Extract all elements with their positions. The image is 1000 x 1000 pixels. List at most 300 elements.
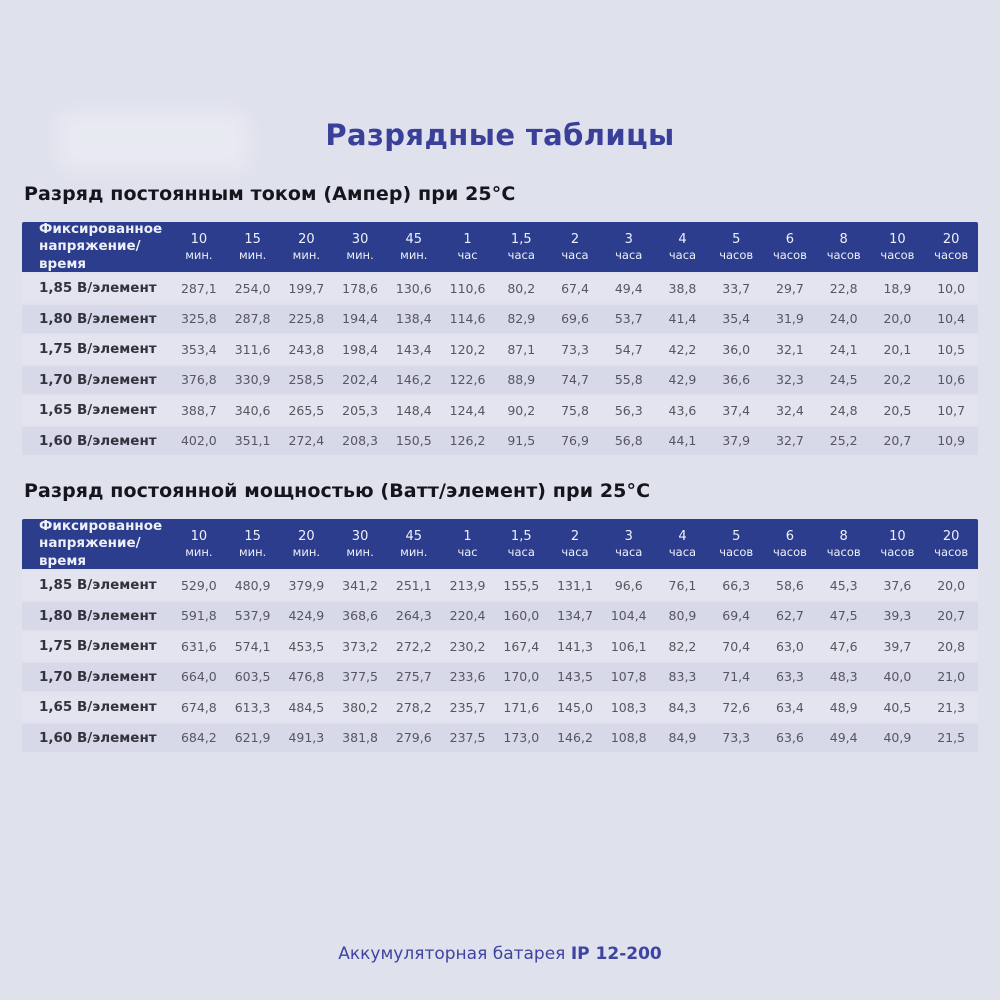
cell-value: 130,6: [395, 280, 432, 296]
time-value: 6: [785, 528, 795, 544]
cell-value: 574,1: [234, 638, 271, 654]
cell-value: 20,5: [883, 402, 912, 418]
row-label: 1,70 В/элемент: [39, 668, 157, 685]
cell-value: 32,7: [776, 433, 804, 449]
time-value: 1: [463, 231, 472, 247]
discharge-current-table: [22, 222, 978, 455]
cell-value: 287,1: [180, 280, 217, 296]
time-unit: часов: [880, 247, 915, 262]
time-column-header: [494, 529, 548, 560]
table-row: [22, 724, 978, 753]
time-column-header: [279, 529, 333, 560]
cell-value: 537,9: [234, 608, 271, 624]
cell-value: 621,9: [234, 730, 271, 746]
table-row: [22, 693, 978, 722]
cell-value: 351,1: [234, 433, 271, 449]
table-row: [22, 602, 978, 631]
time-unit: мин.: [238, 544, 267, 559]
cell-value: 36,0: [722, 341, 751, 357]
cell-value: 63,0: [776, 638, 804, 654]
cell-value: 476,8: [288, 669, 325, 685]
cell-value: 287,8: [234, 311, 271, 327]
time-column-header: [172, 529, 226, 560]
time-unit: мин.: [292, 544, 320, 559]
cell-value: 21,0: [937, 669, 966, 685]
cell-value: 674,8: [180, 699, 217, 715]
cell-value: 110,6: [449, 280, 486, 296]
cell-value: 124,4: [449, 402, 486, 418]
cell-value: 91,5: [507, 433, 536, 449]
cell-value: 43,6: [668, 402, 697, 418]
cell-value: 167,4: [503, 638, 540, 654]
cell-value: 39,7: [883, 638, 912, 654]
cell-value: 66,3: [722, 577, 751, 593]
cell-value: 591,8: [180, 608, 217, 624]
cell-value: 148,4: [395, 402, 432, 418]
table-row: [22, 632, 978, 661]
time-column-header: [333, 232, 387, 263]
cell-value: 202,4: [342, 372, 378, 388]
time-unit: часов: [826, 544, 861, 559]
cell-value: 368,6: [342, 608, 378, 624]
time-unit: часа: [615, 544, 643, 559]
cell-value: 29,7: [776, 280, 804, 296]
label-column-header: [22, 221, 172, 274]
cell-value: 40,5: [883, 699, 912, 715]
time-value: 8: [839, 528, 848, 544]
cell-value: 114,6: [449, 311, 486, 327]
cell-value: 235,7: [449, 699, 486, 715]
cell-value: 69,4: [722, 608, 751, 624]
cell-value: 53,7: [614, 311, 643, 327]
cell-value: 104,4: [610, 608, 647, 624]
battery-model: IP 12-200: [570, 944, 662, 964]
cell-value: 48,3: [829, 669, 858, 685]
cell-value: 258,5: [288, 372, 325, 388]
time-unit: мин.: [400, 247, 428, 262]
cell-value: 80,9: [668, 608, 697, 624]
cell-value: 87,1: [507, 341, 536, 357]
cell-value: 20,8: [937, 638, 966, 654]
cell-value: 243,8: [288, 341, 325, 357]
cell-value: 83,3: [668, 669, 697, 685]
cell-value: 96,6: [614, 577, 643, 593]
cell-value: 48,9: [829, 699, 858, 715]
time-column-header: [172, 232, 226, 263]
table-row: [22, 663, 978, 692]
time-unit: час: [457, 544, 478, 559]
cell-value: 10,4: [937, 311, 966, 327]
table-row: [22, 366, 978, 395]
cell-value: 90,2: [507, 402, 536, 418]
time-value: 45: [405, 528, 423, 544]
cell-value: 146,2: [557, 730, 593, 746]
cell-value: 684,2: [180, 730, 217, 746]
row-label: 1,65 В/элемент: [39, 402, 157, 419]
cell-value: 20,0: [883, 311, 912, 327]
cell-value: 32,3: [776, 372, 804, 388]
cell-value: 40,9: [883, 730, 912, 746]
time-value: 30: [351, 231, 369, 247]
cell-value: 146,2: [395, 372, 432, 388]
cell-value: 21,3: [937, 699, 966, 715]
time-column-header: [763, 232, 817, 263]
row-label: 1,85 В/элемент: [39, 577, 157, 594]
cell-value: 10,5: [937, 341, 966, 357]
cell-value: 171,6: [503, 699, 540, 715]
cell-value: 32,4: [776, 402, 804, 418]
cell-value: 82,2: [668, 638, 697, 654]
time-value: 10: [889, 231, 906, 247]
table-row: [22, 305, 978, 334]
time-column-header: [602, 232, 656, 263]
cell-value: 275,7: [395, 669, 432, 685]
cell-value: 424,9: [288, 608, 325, 624]
time-value: 10: [190, 231, 208, 247]
cell-value: 42,9: [668, 372, 697, 388]
cell-value: 10,7: [937, 402, 966, 418]
time-value: 1,5: [510, 528, 532, 544]
time-column-header: [548, 232, 602, 263]
cell-value: 44,1: [668, 433, 697, 449]
cell-value: 37,9: [722, 433, 751, 449]
cell-value: 69,6: [561, 311, 589, 327]
cell-value: 376,8: [180, 372, 217, 388]
time-column-header: [656, 529, 710, 560]
cell-value: 613,3: [234, 699, 271, 715]
cell-value: 131,1: [557, 577, 593, 593]
time-column-header: [387, 529, 441, 560]
cell-value: 75,8: [561, 402, 589, 418]
cell-value: 70,4: [722, 638, 751, 654]
cell-value: 24,5: [829, 372, 858, 388]
table-row: [22, 427, 978, 456]
cell-value: 20,2: [883, 372, 912, 388]
row-label: 1,60 В/элемент: [39, 432, 157, 449]
time-value: 3: [624, 528, 633, 544]
cell-value: 31,9: [776, 311, 804, 327]
cell-value: 63,4: [776, 699, 804, 715]
time-column-header: [817, 529, 871, 560]
cell-value: 80,2: [507, 280, 536, 296]
time-column-header: [333, 529, 387, 560]
cell-value: 225,8: [288, 311, 325, 327]
cell-value: 73,3: [561, 341, 589, 357]
cell-value: 272,4: [288, 433, 325, 449]
cell-value: 74,7: [561, 372, 589, 388]
table-row: [22, 396, 978, 425]
time-unit: часов: [719, 544, 754, 559]
cell-value: 237,5: [449, 730, 486, 746]
cell-value: 388,7: [180, 402, 217, 418]
cell-value: 25,2: [829, 433, 858, 449]
table-row: [22, 335, 978, 364]
cell-value: 233,6: [449, 669, 486, 685]
cell-value: 32,1: [776, 341, 804, 357]
time-unit: мин.: [185, 544, 213, 559]
cell-value: 264,3: [395, 608, 432, 624]
time-column-header: [494, 232, 548, 263]
row-label: 1,80 В/элемент: [39, 607, 157, 624]
time-unit: мин.: [400, 544, 428, 559]
cell-value: 178,6: [342, 280, 378, 296]
cell-value: 230,2: [449, 638, 486, 654]
cell-value: 62,7: [776, 608, 804, 624]
time-value: 15: [244, 528, 261, 544]
cell-value: 38,8: [668, 280, 697, 296]
cell-value: 88,9: [507, 372, 536, 388]
cell-value: 272,2: [395, 638, 432, 654]
cell-value: 47,5: [829, 608, 858, 624]
time-column-header: [709, 232, 763, 263]
cell-value: 20,7: [937, 608, 966, 624]
cell-value: 251,1: [395, 577, 432, 593]
time-value: 20: [942, 528, 960, 544]
cell-value: 108,3: [610, 699, 647, 715]
time-value: 20: [942, 231, 960, 247]
time-value: 8: [839, 231, 848, 247]
time-column-header: [871, 529, 925, 560]
cell-value: 49,4: [829, 730, 858, 746]
cell-value: 56,8: [614, 433, 643, 449]
cell-value: 10,0: [937, 280, 966, 296]
cell-value: 33,7: [722, 280, 751, 296]
cell-value: 381,8: [342, 730, 378, 746]
time-column-header: [387, 232, 441, 263]
cell-value: 20,7: [883, 433, 912, 449]
cell-value: 254,0: [234, 280, 271, 296]
cell-value: 47,6: [829, 638, 858, 654]
time-value: 5: [732, 528, 741, 544]
time-column-header: [226, 232, 280, 263]
cell-value: 484,5: [288, 699, 325, 715]
cell-value: 41,4: [668, 311, 697, 327]
time-column-header: [709, 529, 763, 560]
cell-value: 341,2: [342, 577, 378, 593]
cell-value: 107,8: [610, 669, 647, 685]
time-value: 45: [405, 231, 423, 247]
cell-value: 20,1: [883, 341, 912, 357]
row-label: 1,70 В/элемент: [39, 371, 157, 388]
time-unit: часов: [772, 247, 807, 262]
time-unit: часа: [615, 247, 643, 262]
footer-text: Аккумуляторная батарея: [338, 944, 566, 964]
cell-value: 55,8: [614, 372, 643, 388]
time-value: 10: [190, 528, 208, 544]
cell-value: 120,2: [449, 341, 486, 357]
cell-value: 45,3: [829, 577, 858, 593]
cell-value: 49,4: [614, 280, 643, 296]
cell-value: 76,9: [561, 433, 589, 449]
cell-value: 208,3: [342, 433, 378, 449]
cell-value: 150,5: [395, 433, 432, 449]
cell-value: 20,0: [937, 577, 966, 593]
cell-value: 24,1: [829, 341, 858, 357]
row-label: 1,85 В/элемент: [39, 280, 157, 297]
time-value: 15: [244, 231, 261, 247]
cell-value: 35,4: [722, 311, 751, 327]
cell-value: 63,6: [776, 730, 804, 746]
table-row: [22, 571, 978, 600]
cell-value: 84,3: [668, 699, 697, 715]
cell-value: 36,6: [722, 372, 751, 388]
time-unit: часов: [934, 544, 969, 559]
cell-value: 491,3: [288, 730, 325, 746]
cell-value: 21,5: [937, 730, 966, 746]
cell-value: 198,4: [342, 341, 378, 357]
cell-value: 330,9: [234, 372, 271, 388]
row-label: 1,65 В/элемент: [39, 699, 157, 716]
cell-value: 143,4: [395, 341, 432, 357]
time-value: 6: [785, 231, 795, 247]
cell-value: 199,7: [288, 280, 325, 296]
time-unit: мин.: [346, 247, 374, 262]
cell-value: 24,0: [829, 311, 858, 327]
cell-value: 108,8: [610, 730, 647, 746]
cell-value: 279,6: [395, 730, 432, 746]
time-unit: часов: [772, 544, 807, 559]
cell-value: 160,0: [503, 608, 540, 624]
cell-value: 22,8: [829, 280, 858, 296]
time-column-header: [441, 529, 495, 560]
cell-value: 402,0: [180, 433, 217, 449]
time-unit: часа: [561, 247, 589, 262]
time-unit: часов: [826, 247, 861, 262]
cell-value: 340,6: [234, 402, 271, 418]
cell-value: 76,1: [668, 577, 697, 593]
time-column-header: [871, 232, 925, 263]
cell-value: 106,1: [610, 638, 647, 654]
cell-value: 145,0: [557, 699, 593, 715]
cell-value: 24,8: [829, 402, 858, 418]
cell-value: 265,5: [288, 402, 325, 418]
cell-value: 143,5: [557, 669, 593, 685]
cell-value: 379,9: [288, 577, 325, 593]
cell-value: 170,0: [503, 669, 540, 685]
time-unit: часа: [507, 544, 535, 559]
section-heading-constant-current: Разряд постоянным током (Ампер) при 25°C: [24, 183, 516, 205]
cell-value: 134,7: [557, 608, 593, 624]
time-unit: часа: [668, 544, 697, 559]
time-unit: часов: [719, 247, 754, 262]
cell-value: 353,4: [180, 341, 217, 357]
time-value: 1,5: [510, 231, 532, 247]
cell-value: 664,0: [180, 669, 217, 685]
cell-value: 84,9: [668, 730, 697, 746]
page-title: Разрядные таблицы: [325, 118, 675, 152]
cell-value: 173,0: [503, 730, 540, 746]
time-value: 3: [624, 231, 633, 247]
cell-value: 603,5: [234, 669, 271, 685]
section-heading-constant-power: Разряд постоянной мощностью (Ватт/элемент) при 25°C: [24, 480, 651, 502]
cell-value: 480,9: [234, 577, 271, 593]
cell-value: 311,6: [234, 341, 271, 357]
cell-value: 71,4: [722, 669, 751, 685]
table-header-row: [22, 222, 978, 272]
time-unit: мин.: [185, 247, 213, 262]
cell-value: 42,2: [668, 341, 697, 357]
time-column-header: [817, 232, 871, 263]
cell-value: 37,4: [722, 402, 751, 418]
cell-value: 205,3: [342, 402, 378, 418]
time-column-header: [441, 232, 495, 263]
time-column-header: [763, 529, 817, 560]
time-unit: мин.: [346, 544, 374, 559]
cell-value: 18,9: [883, 280, 912, 296]
row-label: 1,75 В/элемент: [39, 341, 157, 358]
label-header-line: напряжение/время: [39, 238, 141, 272]
time-value: 30: [351, 528, 369, 544]
time-value: 2: [570, 528, 580, 544]
time-column-header: [279, 232, 333, 263]
time-value: 4: [678, 528, 687, 544]
cell-value: 39,3: [883, 608, 912, 624]
cell-value: 73,3: [722, 730, 751, 746]
cell-value: 529,0: [180, 577, 217, 593]
cell-value: 325,8: [180, 311, 217, 327]
cell-value: 72,6: [722, 699, 751, 715]
cell-value: 58,6: [776, 577, 804, 593]
label-header-line: Фиксированное: [39, 220, 163, 237]
cell-value: 380,2: [342, 699, 378, 715]
row-label: 1,60 В/элемент: [39, 729, 157, 746]
time-unit: мин.: [238, 247, 267, 262]
time-value: 20: [298, 231, 315, 247]
cell-value: 138,4: [395, 311, 432, 327]
time-column-header: [924, 529, 978, 560]
time-unit: мин.: [292, 247, 320, 262]
time-column-header: [656, 232, 710, 263]
time-column-header: [548, 529, 602, 560]
time-value: 10: [889, 528, 906, 544]
cell-value: 67,4: [561, 280, 589, 296]
cell-value: 213,9: [449, 577, 486, 593]
label-header-line: Фиксированное: [39, 517, 163, 534]
cell-value: 10,6: [937, 372, 966, 388]
footer: [0, 944, 1000, 964]
time-column-header: [226, 529, 280, 560]
label-column-header: [22, 518, 172, 571]
cell-value: 82,9: [507, 311, 536, 327]
cell-value: 37,6: [883, 577, 912, 593]
time-unit: часа: [507, 247, 535, 262]
row-label: 1,80 В/элемент: [39, 310, 157, 327]
time-unit: часа: [668, 247, 697, 262]
cell-value: 63,3: [776, 669, 804, 685]
cell-value: 631,6: [180, 638, 217, 654]
cell-value: 278,2: [395, 699, 432, 715]
time-value: 5: [732, 231, 741, 247]
label-header-line: напряжение/время: [39, 535, 141, 569]
time-value: 20: [298, 528, 315, 544]
cell-value: 56,3: [614, 402, 643, 418]
table-row: [22, 274, 978, 303]
time-column-header: [602, 529, 656, 560]
cell-value: 453,5: [288, 638, 325, 654]
cell-value: 122,6: [449, 372, 486, 388]
cell-value: 54,7: [614, 341, 643, 357]
time-column-header: [924, 232, 978, 263]
time-unit: часа: [561, 544, 589, 559]
time-unit: часов: [934, 247, 969, 262]
cell-value: 373,2: [342, 638, 378, 654]
cell-value: 141,3: [557, 638, 593, 654]
cell-value: 10,9: [937, 433, 966, 449]
row-label: 1,75 В/элемент: [39, 638, 157, 655]
cell-value: 155,5: [503, 577, 540, 593]
discharge-power-table: [22, 519, 978, 752]
cell-value: 40,0: [883, 669, 912, 685]
